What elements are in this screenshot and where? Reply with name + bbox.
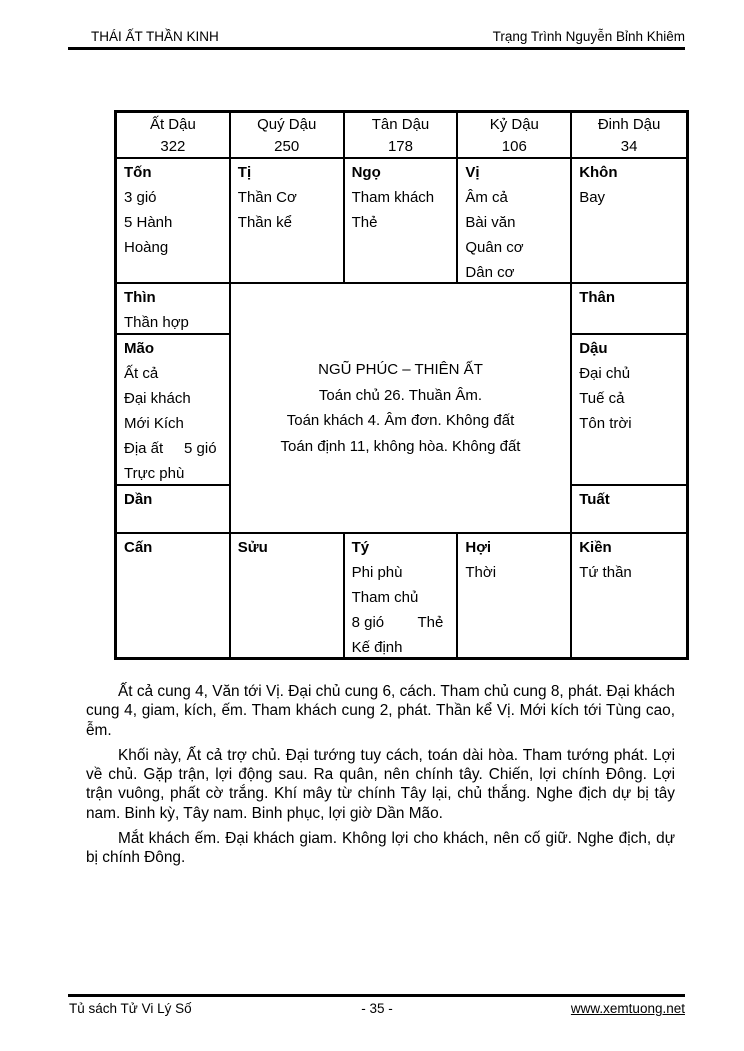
page-header xyxy=(69,29,685,44)
cell-lines xyxy=(352,185,453,235)
year-cell-quy-dau xyxy=(231,113,345,159)
cell-ngo xyxy=(345,159,459,284)
cell-line: Tuế cả xyxy=(579,390,625,407)
year-name: Đinh Dậu xyxy=(597,116,661,133)
header-rule xyxy=(68,47,685,50)
cell-line: Bay xyxy=(579,189,606,206)
footer-rule xyxy=(68,994,685,997)
cell-lines xyxy=(465,560,566,585)
year-name: Tân Dậu xyxy=(371,116,430,133)
cell-title: Tốn xyxy=(124,164,152,181)
cell-lines xyxy=(465,185,566,285)
cell-line: Bài văn xyxy=(465,214,516,231)
cell-line: Thần kể xyxy=(237,214,292,231)
cell-title: Dần xyxy=(124,491,153,508)
cell-title: Tuất xyxy=(579,491,610,508)
cell-line: Thời xyxy=(465,564,497,581)
cell-line: Đại khách xyxy=(124,390,191,407)
year-cell-ky-dau xyxy=(458,113,572,159)
cell-ti xyxy=(231,159,345,284)
cell-lines xyxy=(238,185,339,235)
cell-hoi xyxy=(458,534,572,657)
header-book-title: THÁI ẤT THẦN KINH xyxy=(91,29,219,44)
cell-title: Khôn xyxy=(579,164,618,181)
cell-line: Toán khách 4. Âm đơn. Không đất xyxy=(286,412,515,429)
cell-line: Tham khách xyxy=(351,189,435,206)
cell-line: Kế định xyxy=(351,639,403,656)
cell-line: 3 gió xyxy=(124,189,157,206)
cell-line: Ất cả xyxy=(124,365,159,382)
cell-title: Cấn xyxy=(124,539,153,556)
thai-at-board-table xyxy=(114,110,689,660)
cell-title: Thìn xyxy=(124,289,156,306)
cell-lines xyxy=(579,361,682,436)
cell-vi xyxy=(458,159,572,284)
cell-suu xyxy=(231,534,345,657)
cell-title: Mão xyxy=(124,340,154,357)
cell-dau xyxy=(572,335,686,486)
year-cell-tan-dau xyxy=(345,113,459,159)
paragraph-3: Mắt khách ếm. Đại khách giam. Không lợi cho khách, nên cố giữ. Nghe địch, dự bị chính Đông. xyxy=(86,830,675,867)
cell-line: Dân cơ xyxy=(465,264,515,281)
year-number: 178 xyxy=(387,138,413,155)
cell-line: Thần hợp xyxy=(124,314,189,331)
cell-can xyxy=(117,534,231,657)
year-number: 322 xyxy=(160,138,186,155)
cell-lines xyxy=(352,560,453,660)
cell-lines xyxy=(124,310,225,335)
cell-line: Quân cơ xyxy=(465,239,524,256)
cell-title: Tị xyxy=(237,164,252,181)
cell-line: Toán định 11, không hòa. Không đất xyxy=(280,437,521,455)
cell-title: Tý xyxy=(351,539,370,556)
footer-page-number: - 35 - xyxy=(361,1001,393,1016)
paragraph-1: Ất cả cung 4, Văn tới Vị. Đại chủ cung 6, cách. Tham chủ cung 8, phát. Đại khách cung 4, giam, kích, ếm. Tham khách cung 2, phát. Thần kể Vị. Mới kích tới Tùng cao, ễm. xyxy=(86,683,675,739)
cell-title: Vị xyxy=(465,164,480,181)
center-title: NGŨ PHÚC – THIÊN ẤT xyxy=(318,361,483,378)
year-name: Ất Dậu xyxy=(149,116,196,133)
cell-lines xyxy=(579,560,682,585)
cell-title: Kiền xyxy=(579,539,612,556)
cell-line: Thần Cơ xyxy=(237,189,297,206)
cell-line: Đại chủ xyxy=(579,365,631,382)
cell-ty xyxy=(345,534,459,657)
year-number: 250 xyxy=(274,138,300,155)
cell-line: Âm cả xyxy=(465,189,508,206)
cell-line: Tham chủ xyxy=(351,589,419,606)
year-cell-dinh-dau xyxy=(572,113,686,159)
year-cell-at-dau xyxy=(117,113,231,159)
cell-title: Ngọ xyxy=(351,164,381,181)
cell-line: Địa ất 5 gió xyxy=(124,440,217,457)
center-cell xyxy=(231,284,572,534)
cell-lines xyxy=(579,185,682,210)
footer-website-link[interactable]: www.xemtuong.net xyxy=(570,1001,685,1016)
cell-title: Dậu xyxy=(579,340,608,357)
center-lines xyxy=(235,383,566,460)
cell-line: Thẻ xyxy=(351,214,378,231)
year-name: Kỷ Dậu xyxy=(489,116,539,133)
cell-lines xyxy=(124,361,225,486)
cell-kien xyxy=(572,534,686,657)
cell-line: Tôn trời xyxy=(579,415,632,432)
paragraph-2: Khối này, Ất cả trợ chủ. Đại tướng tuy cách, toán dài hòa. Tham tướng phát. Lợi về chủ. Gặp trận, lợi động sau. Ra quân, nên chính tây. Chiến, lợi chính Đông. Lợi trận vuông, phất cờ trắng. Khí mây từ chính Tây lại, chủ thắng. Nghe địch dự bị tây nam. Binh kỳ, Tây nam. Binh phục, lợi giờ Dần Mão. xyxy=(86,746,675,822)
footer-series-title: Tủ sách Tử Vi Lý Số xyxy=(69,1001,192,1016)
page-footer xyxy=(69,1001,685,1016)
cell-title: Hợi xyxy=(465,539,492,556)
year-name: Quý Dậu xyxy=(257,116,317,133)
cell-line: Tứ thần xyxy=(579,564,632,581)
cell-line: 5 Hành xyxy=(124,214,173,231)
cell-ton xyxy=(117,159,231,284)
cell-thin xyxy=(117,284,231,335)
cell-dan xyxy=(117,486,231,534)
cell-line: Hoàng xyxy=(124,239,169,256)
cell-line: Mới Kích xyxy=(124,415,184,432)
cell-tuat xyxy=(572,486,686,534)
body-text xyxy=(86,682,675,874)
cell-line: Toán chủ 26. Thuần Âm. xyxy=(318,386,483,404)
cell-than xyxy=(572,284,686,335)
year-number: 106 xyxy=(501,138,527,155)
cell-line: 8 gió Thẻ xyxy=(351,614,444,631)
year-number: 34 xyxy=(620,138,638,155)
cell-line: Trực phù xyxy=(124,465,185,482)
cell-line: Phi phù xyxy=(351,564,403,581)
cell-title: Sửu xyxy=(237,539,268,556)
cell-title: Thân xyxy=(579,289,616,306)
cell-khon xyxy=(572,159,686,284)
header-author: Trạng Trình Nguyễn Bỉnh Khiêm xyxy=(492,29,685,44)
cell-mao xyxy=(117,335,231,486)
cell-lines xyxy=(124,185,225,260)
